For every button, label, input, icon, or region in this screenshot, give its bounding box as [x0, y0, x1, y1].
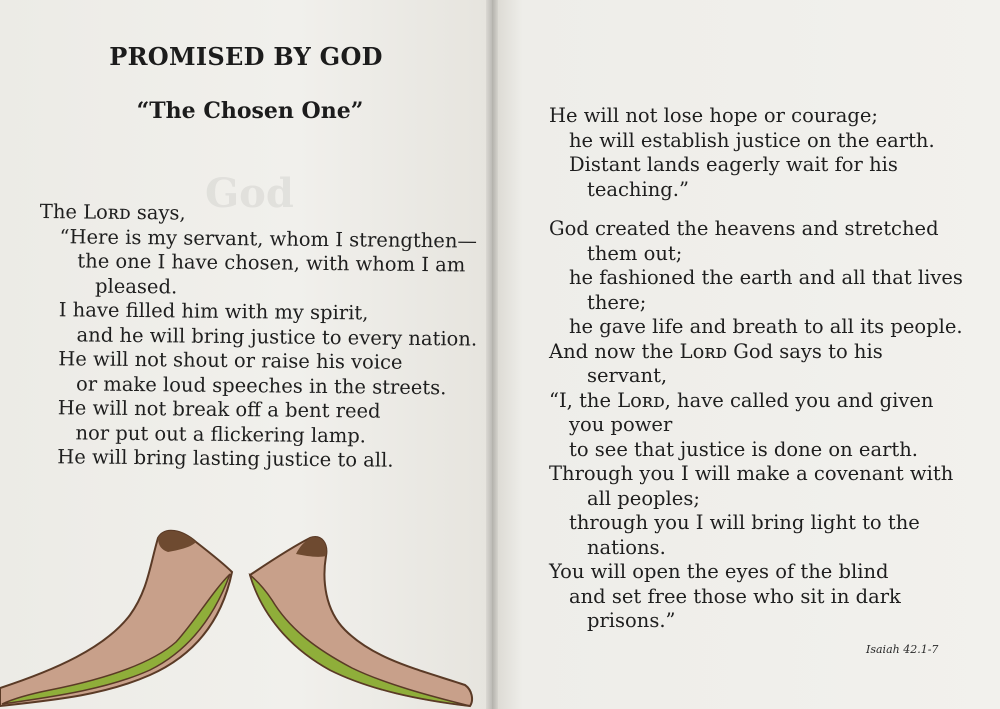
verse-line: teaching.” [587, 177, 689, 201]
verse-line: God created the heavens and stretched [549, 217, 939, 240]
left-horn [0, 531, 232, 706]
verse-line: prisons.” [587, 609, 676, 632]
verse-line: them out; [587, 241, 683, 265]
verse-line: and he will bring justice to every nation. [76, 322, 478, 351]
verse-line: nations. [587, 535, 666, 559]
verse-line: He will bring lasting justice to all. [57, 445, 394, 472]
verse-line: He will not lose hope or courage; [549, 104, 878, 127]
verse-line: there; [587, 290, 647, 314]
verse-line: to see that justice is done on earth. [569, 437, 919, 461]
scripture-citation: Isaiah 42.1-7 [866, 643, 939, 656]
verse-line: Through you I will make a covenant with [549, 462, 954, 485]
verse-line: through you I will bring light to the [569, 511, 920, 534]
verse-line: Distant lands eagerly wait for his [569, 153, 898, 176]
verse-line: “Here is my servant, whom I strengthen— [59, 224, 478, 253]
left-verse-block [37, 200, 478, 474]
verse-line: “I, the Lᴏʀᴅ, have called you and given [549, 388, 934, 412]
verse-line: The Lᴏʀᴅ says, [39, 200, 186, 225]
show-through-text: God [205, 170, 294, 217]
verse-line: You will open the eyes of the blind [549, 560, 889, 583]
verse-line: And now the Lᴏʀᴅ God says to his [549, 339, 883, 363]
right-horn [250, 537, 472, 706]
verse-line: He will not break off a bent reed [57, 396, 381, 423]
rams-horn-illustration [0, 520, 480, 709]
verse-line: he will establish justice on the earth. [569, 128, 935, 152]
verse-line: pleased. [94, 274, 178, 298]
verse-line: He will not shout or raise his voice [58, 347, 403, 374]
verse-line: or make loud speeches in the streets. [75, 371, 447, 399]
verse-line: all peoples; [587, 486, 700, 510]
verse-line: and set free those who sit in dark [569, 584, 901, 608]
right-verse-block [549, 104, 963, 634]
verse-line: the one I have chosen, with whom I am [77, 249, 466, 277]
verse-line: he fashioned the earth and all that lives [569, 266, 963, 289]
verse-line: nor put out a flickering lamp. [75, 420, 367, 447]
verse-line: I have filled him with my spirit, [58, 298, 369, 325]
page-subtitle: “The Chosen One” [136, 98, 364, 124]
page-title: PROMISED BY GOD [109, 42, 383, 71]
verse-line: servant, [587, 364, 668, 387]
verse-line: you power [569, 413, 673, 436]
verse-line: he gave life and breath to all its people. [569, 315, 963, 338]
